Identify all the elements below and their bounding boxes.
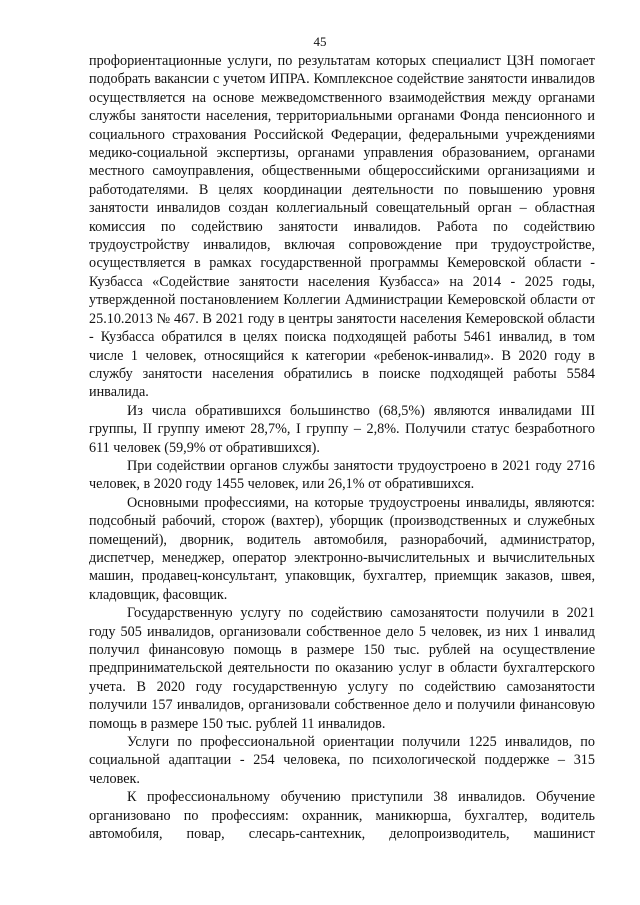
paragraph-continuation: профориентационные услуги, по результатам которых специалист ЦЗН помогает подобрать вакансии с учетом ИПРА. Комплексное содействие занятости инвалидов осуществляется на основе межведомственного взаимодействия между органами службы занятости населения, территориальными органами Фонда пенсионного и социального страхования Российской Федерации, федеральными учреждениями медико-социальной экспертизы, органами управления образованием, органами местного самоуправления, общественными общероссийскими организациями и работодателями. В целях координации деятельности по повышению уровня занятости инвалидов создан коллегиальный совещательный орган – областная комиссия по содействию занятости инвалидов. Работа по содействию трудоустройству инвалидов, включая сопровождение при трудоустройстве, осуществляется в рамках государственной программы Кемеровской области - Кузбасса «Содействие занятости населения Кузбасса» на 2014 - 2025 годы, утвержденной постановлением Коллегии Администрации Кемеровской области от 25.10.2013 № 467. В 2021 году в центры занятости населения Кемеровской области - Кузбасса обратился в целях поиска подходящей работы 5461 инвалид, в том числе 1 человек, относящийся к категории «ребенок-инвалид». В 2020 году в службу занятости населения обратились в поиске подходящей работы 5584 инвалида. — [89, 53, 595, 401]
page-number: 45 — [313, 34, 327, 49]
document-body — [89, 52, 595, 843]
paragraph-vocational-training: К профессиональному обучению приступили 38 инвалидов. Обучение организовано по профессиям: охранник, маникюрша, бухгалтер, водитель автомобиля, повар, слесарь-сантехник, делопроизводитель, машинист — [89, 789, 595, 843]
paragraph-disability-groups: Из числа обратившихся большинство (68,5%) являются инвалидами III группы, II группу имеют 28,7%, I группу – 2,8%. Получили статус безработного 611 человек (59,9% от обратившихся). — [89, 402, 595, 456]
paragraph-employment-results: При содействии органов службы занятости трудоустроено в 2021 году 2716 человек, в 2020 году 1455 человек, или 26,1% от обратившихся. — [89, 457, 595, 493]
paragraph-main-professions: Основными профессиями, на которые трудоустроены инвалиды, являются: подсобный рабочий, сторож (вахтер), уборщик (производственных и служебных помещений), дворник, водитель автомобиля, разнорабочий, администратор, диспетчер, менеджер, оператор электронно-вычислительных и вычислительных машин, продавец-консультант, упаковщик, бухгалтер, приемщик заказов, швея, кладовщик, фасовщик. — [89, 494, 595, 603]
paragraph-self-employment: Государственную услугу по содействию самозанятости получили в 2021 году 505 инвалидов, организовали собственное дело 5 человек, из них 1 инвалид получил финансовую помощь в размере 150 тыс. рублей на осуществление предпринимательской деятельности по оказанию услуг в области бухгалтерского учета. В 2020 году государственную услугу по содействию самозанятости получили 157 инвалидов, организовали собственное дело и получили финансовую помощь в размере 150 тыс. рублей 11 инвалидов. — [89, 605, 595, 732]
paragraph-orientation-services: Услуги по профессиональной ориентации получили 1225 инвалидов, по социальной адаптации - 254 человека, по психологической поддержке – 315 человек. — [89, 734, 595, 787]
